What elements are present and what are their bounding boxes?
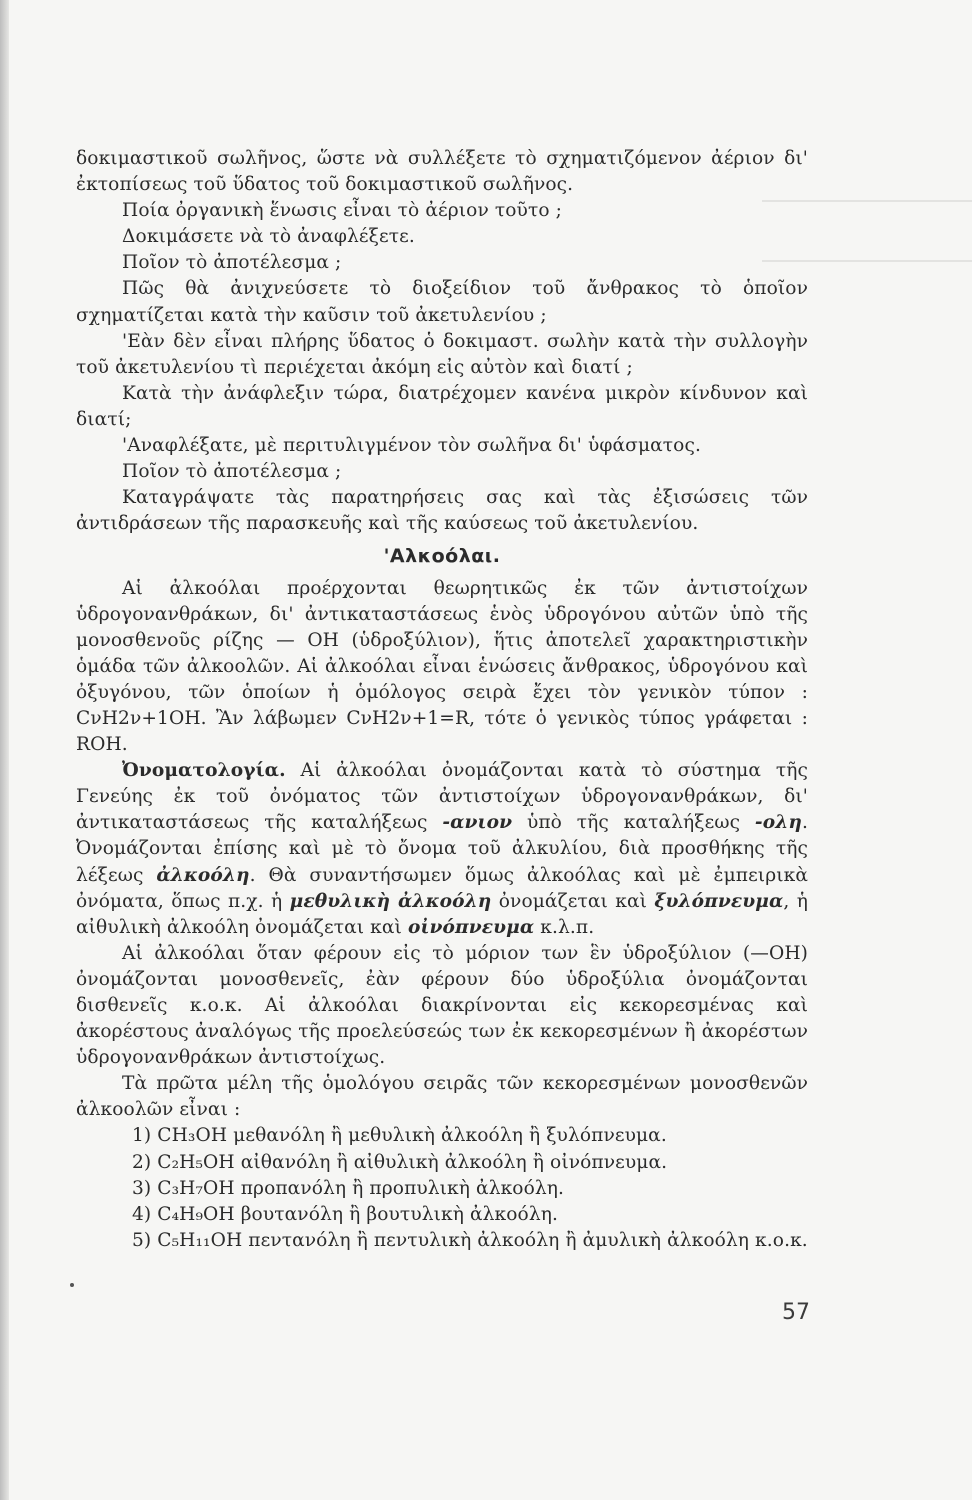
emphasis: ξυλόπνευμα [654,890,784,912]
list-item: 4) C₄H₉OH βουτανόλη ἢ βουτυλικὴ ἀλκοόλη. [132,1203,558,1225]
paragraph: Ποία ὀργανικὴ ἕνωσις εἶναι τὸ ἀέριον τοῦτο ; [122,200,563,222]
list-item: 2) C₂H₅OH αἰθανόλη ἢ αἰθυλικὴ ἀλκοόλη ἢ οἰνόπνευμα. [132,1151,668,1173]
text-run: , ἡ αἰθυλικὴ ἀλκοόλη ὀνομάζεται καὶ [76,890,809,938]
list-item: 3) C₃H₇OH προπανόλη ἢ προπυλικὴ ἀλκοόλη. [132,1177,565,1199]
paragraph: Καταγράψατε τὰς παρατηρήσεις σας καὶ τὰς ἐξισώσεις τῶν ἀντιδράσεων τῆς παρασκευῆς καὶ τῆς καύσεως τοῦ ἀκετυλενίου. [76,487,808,535]
text-run: . Ὀνομάζονται ἐπίσης καὶ μὲ τὸ ὄνομα τοῦ ἀλκυλίου, διὰ προσθήκης τῆς λέξεως [76,812,808,886]
emphasis: -ολη [754,812,802,834]
text-run: ὑπὸ τῆς καταλήξεως [512,812,755,834]
paragraph: Πῶς θὰ ἀνιχνεύσετε τὸ διοξείδιον τοῦ ἄνθρακος τὸ ὁποῖον σχηματίζεται κατὰ τὴν καῦσιν τοῦ ἀκετυλενίου ; [76,278,808,326]
page-number: 57 [782,1300,810,1325]
inline-heading: Ὀνοματολογία. [122,760,286,782]
section-heading: 'Αλκοόλαι. [383,545,501,568]
stray-mark [70,1283,74,1287]
paragraph: 'Αναφλέξατε, μὲ περιτυλιγμένον τὸν σωλῆνα δι' ὑφάσματος. [122,435,701,457]
paragraph: Αἱ ἀλκοόλαι ὅταν φέρουν εἰς τὸ μόριον των ἓν ὑδροξύλιον (—ΟΗ) ὀνομάζονται μονοσθενεῖς, ἐὰν φέρουν δύο ὑδροξύλια ὀνομάζονται δισθενεῖς κ.ο.κ. Αἱ ἀλκοόλαι διακρίνονται εἰς κεκορεσμένας καὶ ἀκορέστους ἀναλόγως τῆς προελεύσεώς των ἐκ κεκορεσμένων ἢ ἀκορέστων ὑδρογονανθράκων ἀντιστοίχως. [76,942,808,1069]
list-item: 5) C₅H₁₁OH πεντανόλη ἢ πεντυλικὴ ἀλκοόλη ἢ ἀμυλικὴ ἀλκοόλη κ.ο.κ. [132,1229,808,1251]
paragraph: Ποῖον τὸ ἀποτέλεσμα ; [122,461,342,483]
paragraph-nomenclature [76,758,808,941]
text-run: Αἱ ἀλκοόλαι ὀνομάζονται κατὰ τὸ σύστημα τῆς Γενεύης ἐκ τοῦ ὀνόματος τῶν ἀντιστοίχων ὑδρογονανθράκων, δι' ἀντικαταστάσεως τῆς καταλήξεως [76,760,808,834]
page-edge [0,0,9,1500]
paragraph: Κατὰ τὴν ἀνάφλεξιν τώρα, διατρέχομεν κανένα μικρὸν κίνδυνον καὶ διατί; [76,382,808,430]
text-run: . Θὰ συναντήσωμεν ὅμως ἀλκοόλας καὶ μὲ ἐμπειρικὰ ὀνόματα, ὅπως π.χ. ἡ [76,864,808,912]
paragraph: Ποῖον τὸ ἀποτέλεσμα ; [122,252,342,274]
paragraph: Τὰ πρῶτα μέλη τῆς ὁμολόγου σειρᾶς τῶν κεκορεσμένων μονοσθενῶν ἀλκοολῶν εἶναι : [76,1073,808,1121]
emphasis: οἰνόπνευμα [407,916,535,938]
emphasis: μεθυλικὴ ἀλκοόλη [289,890,492,912]
text-run: κ.λ.π. [534,916,595,938]
paragraph: 'Εὰν δὲν εἶναι πλήρης ὕδατος ὁ δοκιμαστ. σωλὴν κατὰ τὴν συλλογὴν τοῦ ἀκετυλενίου τὶ περιέχεται ἀκόμη εἰς αὐτὸν καὶ διατί ; [76,330,808,378]
alcohol-list [76,1123,808,1253]
paragraph: δοκιμαστικοῦ σωλῆνος, ὥστε νὰ συλλέξετε τὸ σχηματιζόμενον ἀέριον δι' ἐκτοπίσεως τοῦ ὕδατος τοῦ δοκιμαστικοῦ σωλῆνος. [76,148,808,196]
emphasis: -ανιον [442,812,513,834]
emphasis: ἀλκοόλη [156,864,250,886]
list-item: 1) CH₃OH μεθανόλη ἢ μεθυλικὴ ἀλκοόλη ἢ ξυλόπνευμα. [132,1125,667,1147]
paragraph: Αἱ ἀλκοόλαι προέρχονται θεωρητικῶς ἐκ τῶν ἀντιστοίχων ὑδρογονανθράκων, δι' ἀντικαταστάσεως ἑνὸς ὑδρογόνου αὐτῶν ὑπὸ τῆς μονοσθενοῦς ρίζης — ΟΗ (ὑδροξύλιον), ἥτις ἀποτελεῖ χαρακτηριστικὴν ὁμάδα τῶν ἀλκοολῶν. Αἱ ἀλκοόλαι εἶναι ἑνώσεις ἄνθρακος, ὑδρογόνου καὶ ὀξυγόνου, τῶν ὁποίων ἡ ὁμόλογος σειρὰ ἔχει τὸν γενικὸν τύπον : CνH2ν+1OH. Ἂν λάβωμεν CνH2ν+1=R, τότε ὁ γενικὸς τύπος γράφεται : ROH. [76,577,808,756]
paragraph: Δοκιμάσετε νὰ τὸ ἀναφλέξετε. [122,226,415,248]
text-run: ὀνομάζεται καὶ [491,890,655,912]
page-body [76,146,808,1254]
